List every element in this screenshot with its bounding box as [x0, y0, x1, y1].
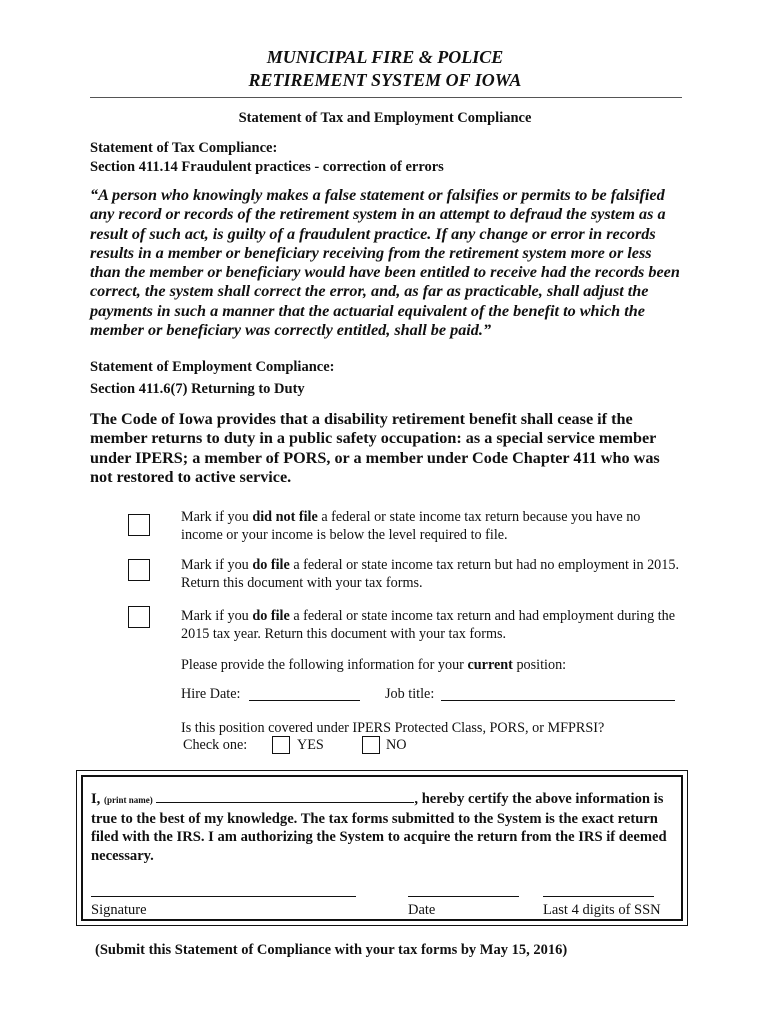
- print-name-label: (print name): [103, 795, 153, 805]
- option-did-not-file: Mark if you did not file a federal or state income tax return because you have no income or your income is below the level required to file.: [181, 509, 641, 543]
- yes-label: YES: [297, 737, 324, 753]
- hire-date-field[interactable]: [249, 700, 360, 701]
- tax-compliance-heading: Statement of Tax Compliance:: [90, 140, 278, 156]
- check-one-label: Check one:: [183, 737, 248, 753]
- filed-no-employment-checkbox[interactable]: [128, 559, 150, 581]
- certification-statement: [91, 790, 679, 866]
- code-of-iowa-statement: The Code of Iowa provides that a disability retirement benefit shall cease if the member returns to duty in a public safety occupation: as a special service member under IPERS; a member of PORS, or a member under Code Chapter 411 who was not restored to active service.: [90, 410, 660, 486]
- header-divider: [90, 97, 682, 98]
- ssn-label: Last 4 digits of SSN: [543, 902, 661, 918]
- employment-compliance-section: Section 411.6(7) Returning to Duty: [90, 381, 305, 397]
- coverage-question: Is this position covered under IPERS Protected Class, PORS, or MFPRSI?: [181, 720, 605, 736]
- title-line-2: RETIREMENT SYSTEM OF IOWA: [248, 70, 522, 90]
- did-not-file-checkbox[interactable]: [128, 514, 150, 536]
- tax-compliance-section: Section 411.14 Fraudulent practices - correction of errors: [90, 159, 444, 175]
- job-title-field[interactable]: [441, 700, 675, 701]
- document-title: Statement of Tax and Employment Compliance: [238, 110, 532, 126]
- certify-suffix: , hereby certify the above information is: [414, 791, 664, 807]
- certify-body: true to the best of my knowledge. The tax forms submitted to the System is the exact return filed with the IRS. I am authorizing the System to acquire the return from the IRS if deemed necessary.: [91, 810, 667, 865]
- signature-label: Signature: [91, 902, 147, 918]
- print-name-field[interactable]: [156, 791, 414, 803]
- title-line-1: MUNICIPAL FIRE & POLICE: [266, 47, 504, 67]
- yes-checkbox[interactable]: [272, 736, 290, 754]
- ssn-line[interactable]: [543, 896, 654, 897]
- option-filed-no-employment: Mark if you do file a federal or state income tax return but had no employment in 2015. Return this document with your tax forms.: [181, 557, 680, 591]
- date-line[interactable]: [408, 896, 519, 897]
- no-label: NO: [386, 737, 407, 753]
- no-checkbox[interactable]: [362, 736, 380, 754]
- filed-with-employment-checkbox[interactable]: [128, 606, 150, 628]
- certify-i: I,: [91, 791, 101, 807]
- hire-date-label: Hire Date:: [181, 686, 241, 702]
- date-label: Date: [408, 902, 436, 918]
- employment-compliance-heading: Statement of Employment Compliance:: [90, 359, 335, 375]
- current-position-prompt: Please provide the following information for your current position:: [181, 657, 567, 673]
- signature-line[interactable]: [91, 896, 356, 897]
- option-filed-with-employment: Mark if you do file a federal or state income tax return and had employment during the 2015 tax year. Return this document with your tax forms.: [181, 608, 676, 642]
- fraud-statute-quote: “A person who knowingly makes a false statement or falsifies or permits to be falsified any record or records of the retirement system in an attempt to defraud the system as a result of such act, is guilty of a fraudulent practice. If any change or error in records results in a member or beneficiary receiving from the retirement system more or less than the member or beneficiary would have been entitled to receive had the records been correct, the system shall correct the error, and, as far as practicable, shall adjust the payments in such a manner that the actuarial equivalent of the benefit to which the member or beneficiary was correctly entitled, shall be paid.”: [90, 186, 680, 340]
- job-title-label: Job title:: [385, 686, 435, 702]
- submission-deadline-note: (Submit this Statement of Compliance with your tax forms by May 15, 2016): [95, 942, 568, 958]
